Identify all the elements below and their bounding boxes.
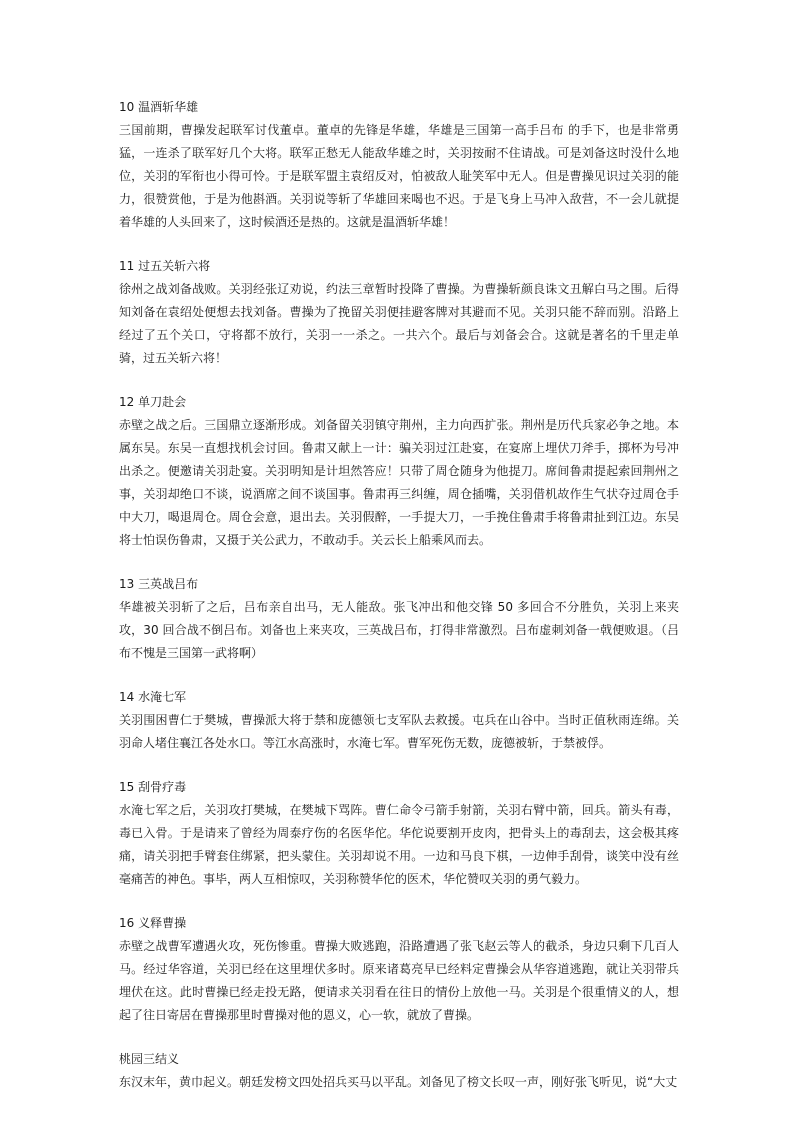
- section-body: 关羽围困曹仁于樊城，曹操派大将于禁和庞德领七支军队去救援。屯兵在山谷中。当时正值秋雨连绵。关羽命人堵住襄江各处水口。等江水高涨时，水淹七军。曹军死伤无数，庞德被斩，于禁被俘。: [119, 713, 679, 750]
- section-body: 华雄被关羽斩了之后，吕布亲自出马，无人能敌。张飞冲出和他交锋 50 多回合不分胜负，关羽上来夹攻，30 回合战不倒吕布。刘备也上来夹攻，三英战吕布，打得非常激烈。吕布虚刺刘备一戟便败退。（吕布不愧是三国第一武将啊）: [119, 600, 679, 660]
- section-body: 三国前期，曹操发起联军讨伐董卓。董卓的先锋是华雄，华雄是三国第一高手吕布 的手下，也是非常勇猛，一连杀了联军好几个大将。联军正愁无人能敌华雄之时，关羽按耐不住请战。可是刘备这时没什么地位，关羽的军衔也小得可怜。于是联军盟主袁绍反对，怕被敌人耻笑军中无人。但是曹操见识过关羽的能力，很赞赏他，于是为他斟酒。关羽说等斩了华雄回来喝也不迟。于是飞身上马冲入敌营，不一会儿就提着华雄的人头回来了，这时候酒还是热的。这就是温酒斩华雄！: [119, 123, 679, 229]
- section-16: [119, 912, 679, 1027]
- section-title: 11 过五关斩六将: [119, 259, 211, 273]
- document-page: [119, 96, 679, 1115]
- section-body: 徐州之战刘备战败。关羽经张辽劝说，约法三章暂时投降了曹操。为曹操斩颜良诛文丑解白马之围。后得知刘备在袁绍处便想去找刘备。曹操为了挽留关羽便挂避客牌对其避而不见。关羽只能不辞而别。沿路上经过了五个关口，守将都不放行，关羽一一杀之。一共六个。最后与刘备会合。这就是著名的千里走单骑，过五关斩六将！: [119, 282, 679, 365]
- section-10: [119, 96, 679, 234]
- section-body: 东汉末年，黄巾起义。朝廷发榜文四处招兵买马以平乱。刘备见了榜文长叹一声，刚好张飞听见，说“大丈: [119, 1075, 678, 1089]
- section-title: 桃园三结义: [119, 1052, 180, 1066]
- section-body: 赤壁之战曹军遭遇火攻，死伤惨重。曹操大败逃跑，沿路遭遇了张飞赵云等人的截杀，身边只剩下几百人马。经过华容道，关羽已经在这里埋伏多时。原来诸葛亮早已经料定曹操会从华容道逃跑，就让关羽带兵埋伏在这。此时曹操已经走投无路，便请求关羽看在往日的情份上放他一马。关羽是个很重情义的人，想起了往日寄居在曹操那里时曹操对他的恩义，心一软，就放了曹操。: [119, 939, 679, 1022]
- section-title: 16 义释曹操: [119, 916, 187, 930]
- section-taoyuan: [119, 1048, 679, 1094]
- section-14: [119, 686, 679, 755]
- section-title: 15 刮骨疗毒: [119, 780, 187, 794]
- section-15: [119, 776, 679, 891]
- section-title: 13 三英战吕布: [119, 577, 199, 591]
- section-body: 赤壁之战之后。三国鼎立逐渐形成。刘备留关羽镇守荆州，主力向西扩张。荆州是历代兵家必争之地。本属东吴。东吴一直想找机会讨回。鲁肃又献上一计：骗关羽过江赴宴，在宴席上埋伏刀斧手，掷杯为号冲出杀之。便邀请关羽赴宴。关羽明知是计坦然答应！只带了周仓随身为他提刀。席间鲁肃提起索回荆州之事，关羽却绝口不谈，说酒席之间不谈国事。鲁肃再三纠缠，周仓插嘴，关羽借机故作生气状夺过周仓手中大刀，喝退周仓。周仓会意，退出去。关羽假醉，一手提大刀，一手挽住鲁肃手将鲁肃扯到江边。东吴将士怕误伤鲁肃，又摄于关公武力，不敢动手。关云长上船乘风而去。: [119, 418, 679, 547]
- section-title: 10 温酒斩华雄: [119, 100, 199, 114]
- section-title: 12 单刀赴会: [119, 395, 187, 409]
- section-body: 水淹七军之后，关羽攻打樊城，在樊城下骂阵。曹仁命令弓箭手射箭，关羽右臂中箭，回兵。箭头有毒，毒已入骨。于是请来了曾经为周泰疗伤的名医华佗。华佗说要割开皮肉，把骨头上的毒刮去，这会极其疼痛，请关羽把手臂套住绑紧，把头蒙住。关羽却说不用。一边和马良下棋，一边伸手刮骨，谈笑中没有丝毫痛苦的神色。事毕，两人互相惊叹，关羽称赞华佗的医术，华佗赞叹关羽的勇气毅力。: [119, 803, 679, 886]
- section-11: [119, 255, 679, 370]
- section-12: [119, 391, 679, 552]
- section-13: [119, 573, 679, 665]
- section-title: 14 水淹七军: [119, 690, 187, 704]
